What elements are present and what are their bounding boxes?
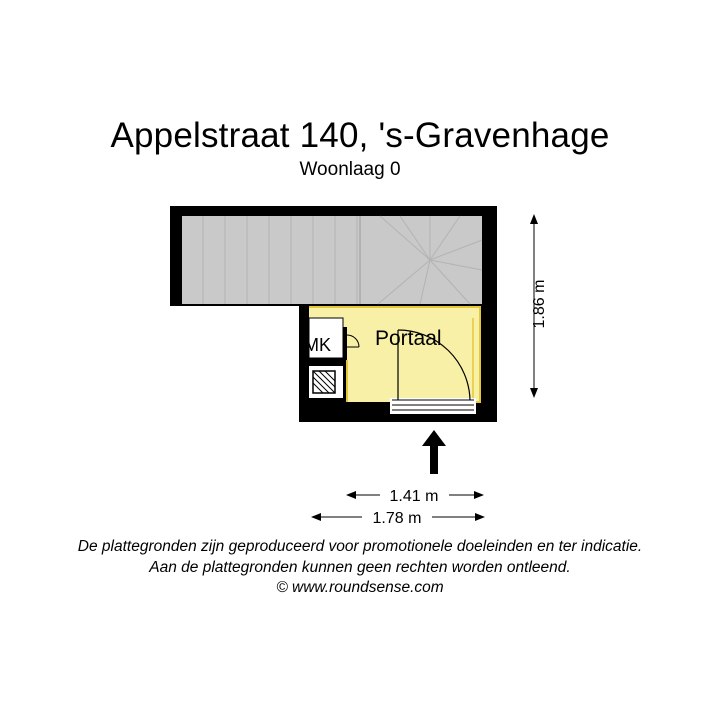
- copyright-line: © www.roundsense.com: [276, 579, 444, 596]
- entrance-arrow-icon: [422, 430, 446, 474]
- room-label-portaal: Portaal: [375, 327, 442, 350]
- dimension-width-outer: [311, 510, 485, 527]
- room-label-mk: MK: [304, 335, 331, 355]
- page-title: Appelstraat 140, 's-Gravenhage: [110, 116, 610, 155]
- dimension-width-inner: [346, 488, 484, 505]
- dimension-height-label: 1.86 m: [531, 279, 548, 329]
- dimension-width-outer-label: 1.78 m: [372, 510, 422, 527]
- disclaimer-line-1: De plattegronden zijn geproduceerd voor promotionele doeleinden en ter indicatie.: [77, 538, 643, 555]
- staircase: [182, 216, 482, 304]
- dimension-height: [530, 214, 548, 398]
- disclaimer: [0, 537, 720, 599]
- disclaimer-line-2: Aan de plattegronden kunnen geen rechten worden ontleend.: [149, 558, 571, 576]
- dimension-width-inner-label: 1.41 m: [389, 488, 439, 505]
- floor-level-label: Woonlaag 0: [299, 159, 401, 180]
